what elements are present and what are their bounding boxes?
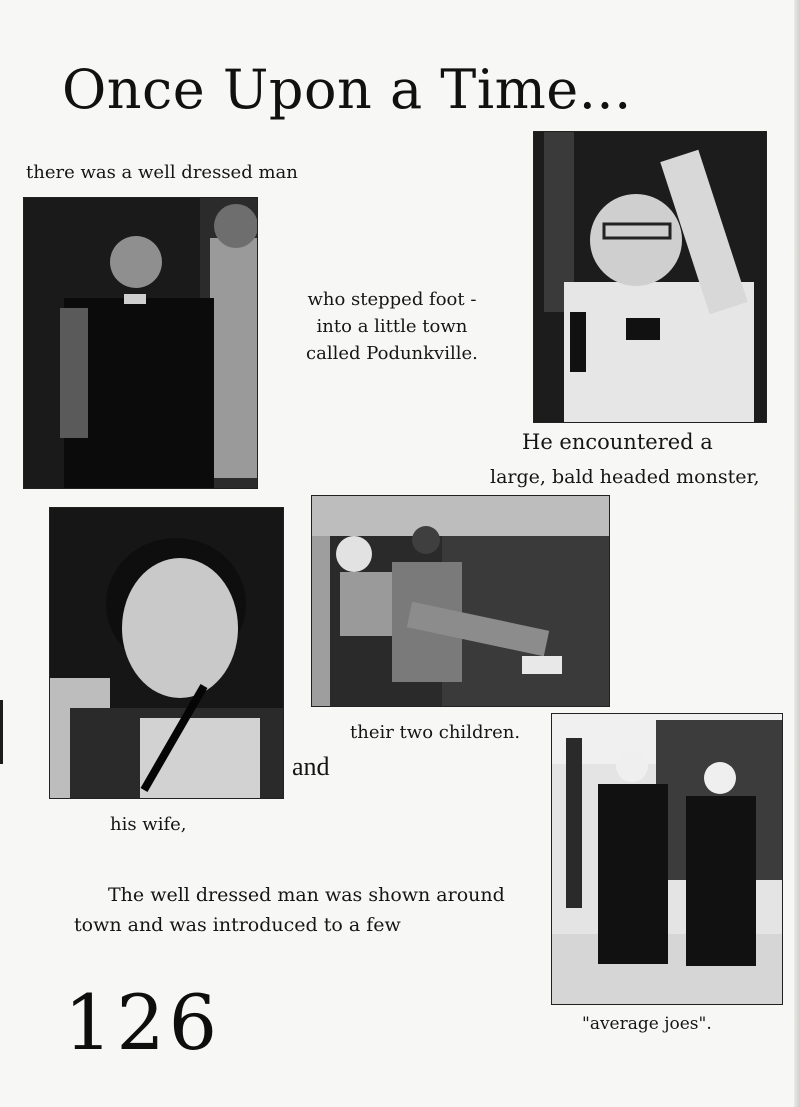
page-title: Once Upon a Time... [62, 58, 632, 121]
photo-average-joes [552, 714, 782, 1004]
caption-shown-around-line-2: town and was introduced to a few [74, 914, 401, 936]
photo-wife-image [50, 508, 283, 798]
caption-monster-line-2: large, bald headed monster, [490, 466, 760, 488]
caption-well-dressed-man: there was a well dressed man [26, 162, 298, 183]
photo-well-dressed-man-image [24, 198, 257, 488]
photo-well-dressed-man [24, 198, 257, 488]
page-number: 126 [64, 978, 222, 1067]
photo-wife [50, 508, 283, 798]
photo-average-joes-image [552, 714, 782, 1004]
photo-two-children-image [312, 496, 609, 706]
caption-stepped-foot-line-2: into a little town [316, 316, 468, 337]
photo-two-children [312, 496, 609, 706]
caption-stepped-foot [306, 286, 478, 367]
page-edge [794, 0, 800, 1107]
photo-bald-monster-image [534, 132, 766, 422]
binding-mark [0, 700, 3, 764]
caption-monster-line-1: He encountered a [522, 430, 713, 454]
photo-bald-monster [534, 132, 766, 422]
caption-and: and [292, 752, 330, 781]
caption-his-wife: his wife, [110, 814, 187, 835]
caption-average-joes: "average joes". [582, 1014, 712, 1034]
caption-two-children: their two children. [350, 722, 521, 743]
caption-stepped-foot-line-1: who stepped foot - [307, 289, 477, 310]
caption-shown-around-line-1: The well dressed man was shown around [108, 884, 505, 906]
caption-stepped-foot-line-3: called Podunkville. [306, 343, 478, 364]
